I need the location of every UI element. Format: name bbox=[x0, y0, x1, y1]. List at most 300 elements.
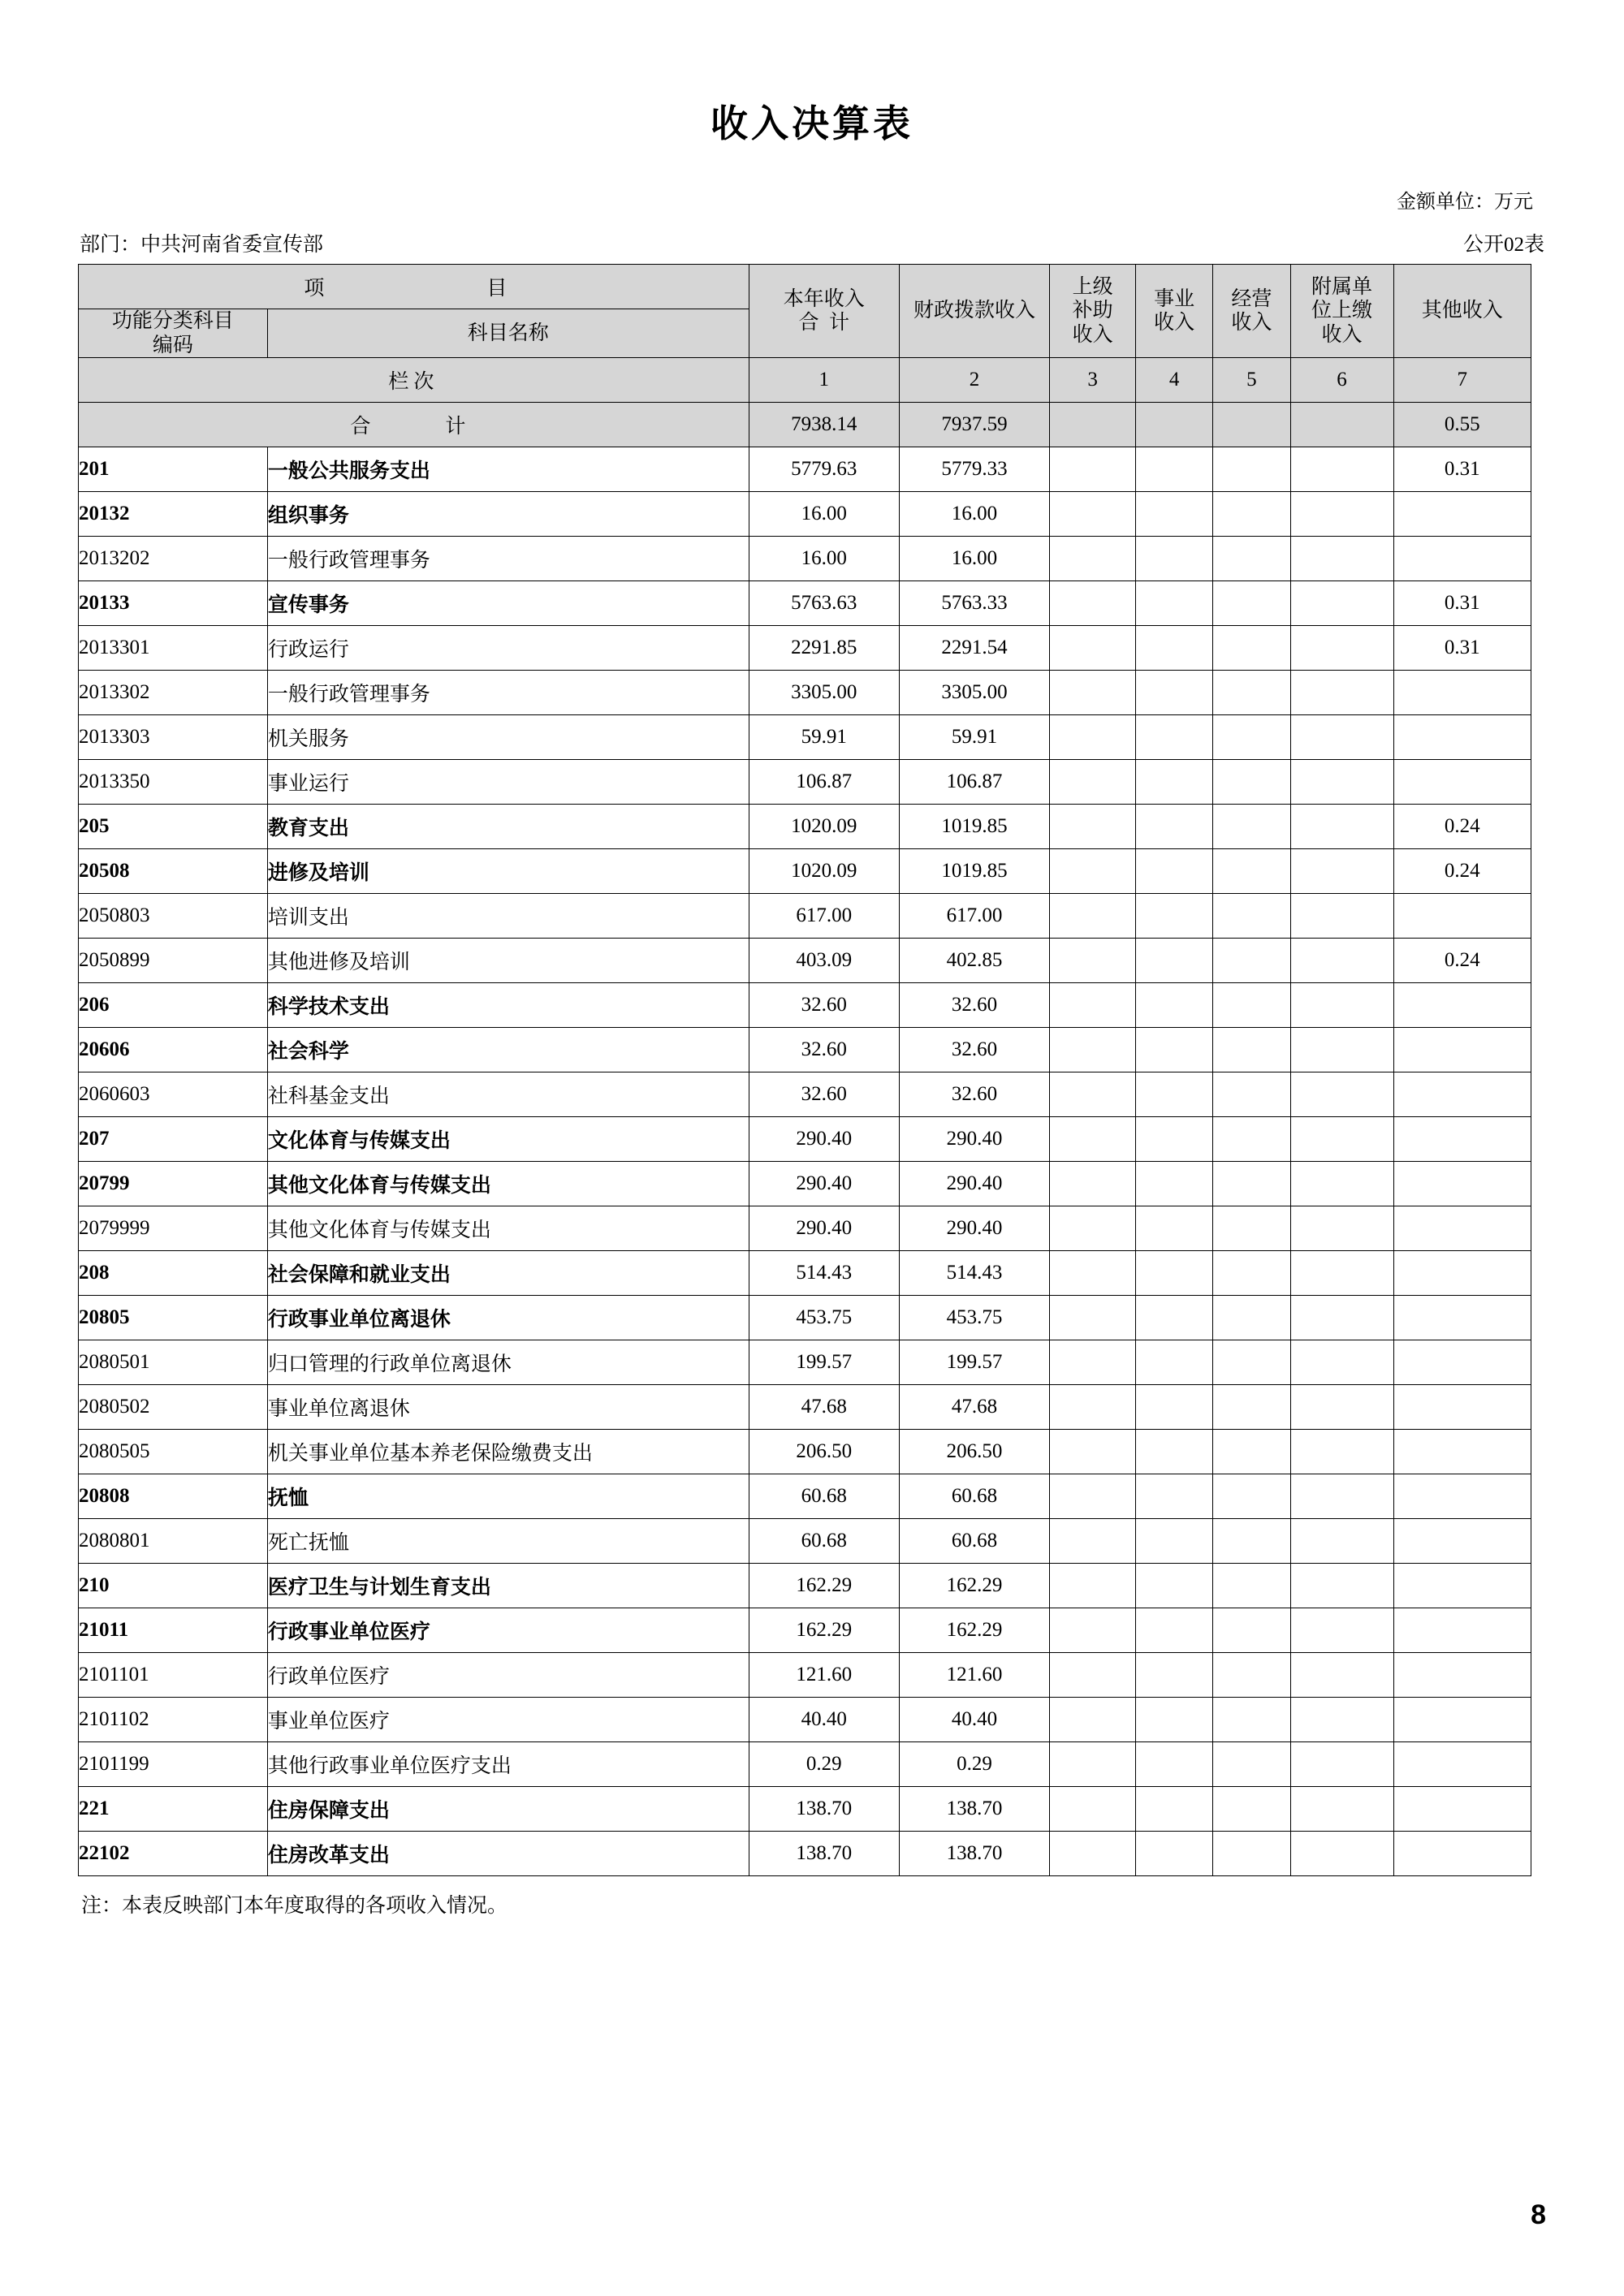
row-affiliate-income bbox=[1290, 537, 1393, 581]
row-fiscal-appropriation: 0.29 bbox=[899, 1742, 1049, 1787]
row-operating-income bbox=[1213, 581, 1290, 626]
row-other-income bbox=[1393, 1340, 1531, 1385]
row-subject-name: 其他行政事业单位医疗支出 bbox=[267, 1742, 749, 1787]
row-subject-name: 机关服务 bbox=[267, 715, 749, 760]
table-row bbox=[79, 1787, 1531, 1832]
row-other-income bbox=[1393, 760, 1531, 805]
row-operating-income bbox=[1213, 492, 1290, 537]
row-affiliate-income bbox=[1290, 849, 1393, 894]
row-fiscal-appropriation: 60.68 bbox=[899, 1474, 1049, 1519]
row-subject-name: 一般行政管理事务 bbox=[267, 537, 749, 581]
row-business-income bbox=[1136, 1787, 1213, 1832]
row-function-code: 20799 bbox=[79, 1162, 268, 1206]
row-superior-subsidy bbox=[1050, 1072, 1136, 1117]
row-subject-name: 一般行政管理事务 bbox=[267, 671, 749, 715]
row-total-income: 514.43 bbox=[749, 1251, 899, 1296]
row-affiliate-income bbox=[1290, 983, 1393, 1028]
row-operating-income bbox=[1213, 626, 1290, 671]
row-superior-subsidy bbox=[1050, 1251, 1136, 1296]
row-business-income bbox=[1136, 894, 1213, 939]
row-other-income bbox=[1393, 537, 1531, 581]
row-superior-subsidy bbox=[1050, 983, 1136, 1028]
table-header-row-group bbox=[79, 265, 1531, 309]
column-number-7: 7 bbox=[1393, 358, 1531, 403]
row-business-income bbox=[1136, 1251, 1213, 1296]
row-operating-income bbox=[1213, 1519, 1290, 1564]
row-operating-income bbox=[1213, 1162, 1290, 1206]
row-other-income bbox=[1393, 1117, 1531, 1162]
header-superior-subsidy: 上级 补助 收入 bbox=[1050, 265, 1136, 358]
row-total-income: 1020.09 bbox=[749, 805, 899, 849]
row-total-income: 403.09 bbox=[749, 939, 899, 983]
row-operating-income bbox=[1213, 1385, 1290, 1430]
row-fiscal-appropriation: 199.57 bbox=[899, 1340, 1049, 1385]
row-affiliate-income bbox=[1290, 1162, 1393, 1206]
row-fiscal-appropriation: 290.40 bbox=[899, 1206, 1049, 1251]
row-total-income: 121.60 bbox=[749, 1653, 899, 1698]
row-total-income: 60.68 bbox=[749, 1519, 899, 1564]
row-affiliate-income bbox=[1290, 671, 1393, 715]
row-fiscal-appropriation: 453.75 bbox=[899, 1296, 1049, 1340]
row-superior-subsidy bbox=[1050, 626, 1136, 671]
table-row bbox=[79, 805, 1531, 849]
column-number-3: 3 bbox=[1050, 358, 1136, 403]
row-operating-income bbox=[1213, 537, 1290, 581]
header-total-income: 本年收入 合 计 bbox=[749, 265, 899, 358]
table-row bbox=[79, 1430, 1531, 1474]
row-subject-name: 事业单位医疗 bbox=[267, 1698, 749, 1742]
row-fiscal-appropriation: 5763.33 bbox=[899, 581, 1049, 626]
total-row-business bbox=[1136, 403, 1213, 447]
row-superior-subsidy bbox=[1050, 1340, 1136, 1385]
row-total-income: 40.40 bbox=[749, 1698, 899, 1742]
row-function-code: 2080801 bbox=[79, 1519, 268, 1564]
row-affiliate-income bbox=[1290, 1206, 1393, 1251]
row-superior-subsidy bbox=[1050, 894, 1136, 939]
row-superior-subsidy bbox=[1050, 715, 1136, 760]
row-function-code: 2080501 bbox=[79, 1340, 268, 1385]
header-business-income: 事业 收入 bbox=[1136, 265, 1213, 358]
total-row-operating bbox=[1213, 403, 1290, 447]
row-business-income bbox=[1136, 1430, 1213, 1474]
header-affiliate-income: 附属单 位上缴 收入 bbox=[1290, 265, 1393, 358]
row-other-income bbox=[1393, 1474, 1531, 1519]
row-fiscal-appropriation: 402.85 bbox=[899, 939, 1049, 983]
row-other-income bbox=[1393, 1653, 1531, 1698]
row-fiscal-appropriation: 514.43 bbox=[899, 1251, 1049, 1296]
row-other-income bbox=[1393, 1162, 1531, 1206]
row-operating-income bbox=[1213, 805, 1290, 849]
row-affiliate-income bbox=[1290, 1251, 1393, 1296]
row-function-code: 20808 bbox=[79, 1474, 268, 1519]
row-business-income bbox=[1136, 1653, 1213, 1698]
row-superior-subsidy bbox=[1050, 671, 1136, 715]
document-meta-row bbox=[78, 228, 1546, 257]
row-function-code: 2013202 bbox=[79, 537, 268, 581]
table-row bbox=[79, 1162, 1531, 1206]
row-total-income: 199.57 bbox=[749, 1340, 899, 1385]
total-row-superior bbox=[1050, 403, 1136, 447]
row-superior-subsidy bbox=[1050, 1296, 1136, 1340]
row-function-code: 2101102 bbox=[79, 1698, 268, 1742]
column-row-label: 栏次 bbox=[79, 358, 749, 403]
row-function-code: 2079999 bbox=[79, 1206, 268, 1251]
row-subject-name: 文化体育与传媒支出 bbox=[267, 1117, 749, 1162]
row-other-income bbox=[1393, 1251, 1531, 1296]
row-subject-name: 事业单位离退休 bbox=[267, 1385, 749, 1430]
row-superior-subsidy bbox=[1050, 939, 1136, 983]
row-fiscal-appropriation: 3305.00 bbox=[899, 671, 1049, 715]
row-business-income bbox=[1136, 626, 1213, 671]
row-subject-name: 行政事业单位医疗 bbox=[267, 1608, 749, 1653]
row-subject-name: 社会科学 bbox=[267, 1028, 749, 1072]
column-number-2: 2 bbox=[899, 358, 1049, 403]
table-row bbox=[79, 1742, 1531, 1787]
amount-unit-label: 金额单位：万元 bbox=[1397, 192, 1533, 213]
row-fiscal-appropriation: 32.60 bbox=[899, 1072, 1049, 1117]
row-affiliate-income bbox=[1290, 1296, 1393, 1340]
table-row bbox=[79, 715, 1531, 760]
row-operating-income bbox=[1213, 1028, 1290, 1072]
row-other-income bbox=[1393, 1296, 1531, 1340]
row-operating-income bbox=[1213, 1072, 1290, 1117]
row-fiscal-appropriation: 290.40 bbox=[899, 1162, 1049, 1206]
row-total-income: 5779.63 bbox=[749, 447, 899, 492]
header-group-item: 项 目 bbox=[79, 265, 749, 309]
row-total-income: 617.00 bbox=[749, 894, 899, 939]
row-fiscal-appropriation: 40.40 bbox=[899, 1698, 1049, 1742]
row-superior-subsidy bbox=[1050, 1117, 1136, 1162]
row-superior-subsidy bbox=[1050, 1742, 1136, 1787]
row-business-income bbox=[1136, 1608, 1213, 1653]
row-operating-income bbox=[1213, 1564, 1290, 1608]
table-row bbox=[79, 537, 1531, 581]
row-total-income: 0.29 bbox=[749, 1742, 899, 1787]
column-number-4: 4 bbox=[1136, 358, 1213, 403]
row-subject-name: 其他进修及培训 bbox=[267, 939, 749, 983]
table-row bbox=[79, 1474, 1531, 1519]
row-subject-name: 进修及培训 bbox=[267, 849, 749, 894]
row-total-income: 1020.09 bbox=[749, 849, 899, 894]
row-business-income bbox=[1136, 581, 1213, 626]
row-superior-subsidy bbox=[1050, 849, 1136, 894]
row-other-income bbox=[1393, 1028, 1531, 1072]
row-function-code: 2013303 bbox=[79, 715, 268, 760]
row-fiscal-appropriation: 206.50 bbox=[899, 1430, 1049, 1474]
row-affiliate-income bbox=[1290, 492, 1393, 537]
row-superior-subsidy bbox=[1050, 492, 1136, 537]
row-fiscal-appropriation: 16.00 bbox=[899, 492, 1049, 537]
table-column-number-row bbox=[79, 358, 1531, 403]
row-function-code: 2080502 bbox=[79, 1385, 268, 1430]
department-label: 部门：中共河南省委宣传部 bbox=[80, 234, 324, 256]
row-total-income: 106.87 bbox=[749, 760, 899, 805]
row-function-code: 20508 bbox=[79, 849, 268, 894]
row-operating-income bbox=[1213, 1787, 1290, 1832]
row-affiliate-income bbox=[1290, 1742, 1393, 1787]
row-fiscal-appropriation: 32.60 bbox=[899, 1028, 1049, 1072]
row-business-income bbox=[1136, 447, 1213, 492]
row-affiliate-income bbox=[1290, 1430, 1393, 1474]
row-function-code: 2013302 bbox=[79, 671, 268, 715]
table-row bbox=[79, 1653, 1531, 1698]
row-business-income bbox=[1136, 1832, 1213, 1876]
row-operating-income bbox=[1213, 1832, 1290, 1876]
row-subject-name: 行政单位医疗 bbox=[267, 1653, 749, 1698]
row-other-income bbox=[1393, 1787, 1531, 1832]
row-subject-name: 科学技术支出 bbox=[267, 983, 749, 1028]
row-subject-name: 医疗卫生与计划生育支出 bbox=[267, 1564, 749, 1608]
row-function-code: 2050899 bbox=[79, 939, 268, 983]
row-other-income: 0.24 bbox=[1393, 849, 1531, 894]
row-total-income: 138.70 bbox=[749, 1787, 899, 1832]
row-business-income bbox=[1136, 1564, 1213, 1608]
row-function-code: 207 bbox=[79, 1117, 268, 1162]
row-operating-income bbox=[1213, 760, 1290, 805]
row-business-income bbox=[1136, 760, 1213, 805]
row-function-code: 20805 bbox=[79, 1296, 268, 1340]
row-affiliate-income bbox=[1290, 1653, 1393, 1698]
row-other-income bbox=[1393, 1430, 1531, 1474]
row-total-income: 162.29 bbox=[749, 1564, 899, 1608]
row-other-income bbox=[1393, 1832, 1531, 1876]
column-number-5: 5 bbox=[1213, 358, 1290, 403]
row-business-income bbox=[1136, 1162, 1213, 1206]
row-fiscal-appropriation: 1019.85 bbox=[899, 805, 1049, 849]
row-total-income: 290.40 bbox=[749, 1206, 899, 1251]
table-total-row bbox=[79, 403, 1531, 447]
row-other-income: 0.24 bbox=[1393, 939, 1531, 983]
row-subject-name: 社会保障和就业支出 bbox=[267, 1251, 749, 1296]
table-row bbox=[79, 1296, 1531, 1340]
row-subject-name: 住房保障支出 bbox=[267, 1787, 749, 1832]
row-business-income bbox=[1136, 537, 1213, 581]
row-business-income bbox=[1136, 1698, 1213, 1742]
row-subject-name: 机关事业单位基本养老保险缴费支出 bbox=[267, 1430, 749, 1474]
row-function-code: 20133 bbox=[79, 581, 268, 626]
row-business-income bbox=[1136, 805, 1213, 849]
row-subject-name: 死亡抚恤 bbox=[267, 1519, 749, 1564]
row-total-income: 5763.63 bbox=[749, 581, 899, 626]
row-operating-income bbox=[1213, 1117, 1290, 1162]
row-operating-income bbox=[1213, 849, 1290, 894]
row-total-income: 162.29 bbox=[749, 1608, 899, 1653]
row-operating-income bbox=[1213, 1653, 1290, 1698]
row-superior-subsidy bbox=[1050, 760, 1136, 805]
total-row-affiliate bbox=[1290, 403, 1393, 447]
row-total-income: 47.68 bbox=[749, 1385, 899, 1430]
row-function-code: 20132 bbox=[79, 492, 268, 537]
row-function-code: 201 bbox=[79, 447, 268, 492]
row-other-income bbox=[1393, 894, 1531, 939]
row-affiliate-income bbox=[1290, 805, 1393, 849]
row-subject-name: 抚恤 bbox=[267, 1474, 749, 1519]
row-affiliate-income bbox=[1290, 1832, 1393, 1876]
row-affiliate-income bbox=[1290, 760, 1393, 805]
row-operating-income bbox=[1213, 447, 1290, 492]
row-other-income bbox=[1393, 983, 1531, 1028]
row-operating-income bbox=[1213, 1296, 1290, 1340]
row-other-income: 0.24 bbox=[1393, 805, 1531, 849]
table-row bbox=[79, 1117, 1531, 1162]
header-subject-name: 科目名称 bbox=[267, 309, 749, 358]
row-function-code: 2101199 bbox=[79, 1742, 268, 1787]
row-fiscal-appropriation: 617.00 bbox=[899, 894, 1049, 939]
table-row bbox=[79, 1519, 1531, 1564]
row-other-income bbox=[1393, 492, 1531, 537]
row-fiscal-appropriation: 2291.54 bbox=[899, 626, 1049, 671]
row-total-income: 290.40 bbox=[749, 1162, 899, 1206]
row-fiscal-appropriation: 1019.85 bbox=[899, 849, 1049, 894]
total-row-other: 0.55 bbox=[1393, 403, 1531, 447]
row-affiliate-income bbox=[1290, 894, 1393, 939]
row-operating-income bbox=[1213, 939, 1290, 983]
row-subject-name: 其他文化体育与传媒支出 bbox=[267, 1206, 749, 1251]
row-business-income bbox=[1136, 715, 1213, 760]
row-function-code: 2080505 bbox=[79, 1430, 268, 1474]
row-operating-income bbox=[1213, 1340, 1290, 1385]
row-function-code: 2060603 bbox=[79, 1072, 268, 1117]
row-fiscal-appropriation: 121.60 bbox=[899, 1653, 1049, 1698]
row-affiliate-income bbox=[1290, 715, 1393, 760]
row-operating-income bbox=[1213, 1251, 1290, 1296]
row-superior-subsidy bbox=[1050, 1474, 1136, 1519]
table-row bbox=[79, 1564, 1531, 1608]
row-fiscal-appropriation: 138.70 bbox=[899, 1832, 1049, 1876]
header-function-code: 功能分类科目 编码 bbox=[79, 309, 268, 358]
row-affiliate-income bbox=[1290, 1564, 1393, 1608]
row-affiliate-income bbox=[1290, 1698, 1393, 1742]
table-row bbox=[79, 1832, 1531, 1876]
row-affiliate-income bbox=[1290, 1385, 1393, 1430]
row-fiscal-appropriation: 47.68 bbox=[899, 1385, 1049, 1430]
row-operating-income bbox=[1213, 1742, 1290, 1787]
row-superior-subsidy bbox=[1050, 1832, 1136, 1876]
row-function-code: 221 bbox=[79, 1787, 268, 1832]
row-subject-name: 行政事业单位离退休 bbox=[267, 1296, 749, 1340]
row-other-income: 0.31 bbox=[1393, 447, 1531, 492]
column-number-1: 1 bbox=[749, 358, 899, 403]
income-final-accounts-table bbox=[78, 264, 1531, 1876]
row-operating-income bbox=[1213, 671, 1290, 715]
row-operating-income bbox=[1213, 894, 1290, 939]
row-subject-name: 一般公共服务支出 bbox=[267, 447, 749, 492]
table-row bbox=[79, 1608, 1531, 1653]
row-operating-income bbox=[1213, 1608, 1290, 1653]
page-title: 收入决算表 bbox=[710, 102, 914, 145]
row-fiscal-appropriation: 138.70 bbox=[899, 1787, 1049, 1832]
row-superior-subsidy bbox=[1050, 805, 1136, 849]
row-superior-subsidy bbox=[1050, 1385, 1136, 1430]
row-fiscal-appropriation: 5779.33 bbox=[899, 447, 1049, 492]
table-row bbox=[79, 1698, 1531, 1742]
row-function-code: 21011 bbox=[79, 1608, 268, 1653]
table-row bbox=[79, 1028, 1531, 1072]
row-total-income: 32.60 bbox=[749, 983, 899, 1028]
row-operating-income bbox=[1213, 1430, 1290, 1474]
row-total-income: 32.60 bbox=[749, 1028, 899, 1072]
row-business-income bbox=[1136, 671, 1213, 715]
row-superior-subsidy bbox=[1050, 1519, 1136, 1564]
row-business-income bbox=[1136, 1340, 1213, 1385]
row-total-income: 16.00 bbox=[749, 537, 899, 581]
header-other-income: 其他收入 bbox=[1393, 265, 1531, 358]
row-operating-income bbox=[1213, 715, 1290, 760]
row-other-income bbox=[1393, 671, 1531, 715]
table-row bbox=[79, 671, 1531, 715]
row-other-income bbox=[1393, 1564, 1531, 1608]
row-subject-name: 其他文化体育与传媒支出 bbox=[267, 1162, 749, 1206]
row-affiliate-income bbox=[1290, 447, 1393, 492]
row-superior-subsidy bbox=[1050, 1162, 1136, 1206]
table-row bbox=[79, 1072, 1531, 1117]
row-fiscal-appropriation: 162.29 bbox=[899, 1608, 1049, 1653]
row-operating-income bbox=[1213, 983, 1290, 1028]
row-function-code: 205 bbox=[79, 805, 268, 849]
row-affiliate-income bbox=[1290, 626, 1393, 671]
row-function-code: 206 bbox=[79, 983, 268, 1028]
row-other-income bbox=[1393, 1698, 1531, 1742]
table-row bbox=[79, 492, 1531, 537]
table-row bbox=[79, 1340, 1531, 1385]
row-business-income bbox=[1136, 1206, 1213, 1251]
row-affiliate-income bbox=[1290, 1340, 1393, 1385]
table-note: 注：本表反映部门本年度取得的各项收入情况。 bbox=[81, 1895, 508, 1917]
row-superior-subsidy bbox=[1050, 537, 1136, 581]
row-other-income bbox=[1393, 1519, 1531, 1564]
table-row bbox=[79, 1385, 1531, 1430]
row-total-income: 453.75 bbox=[749, 1296, 899, 1340]
row-other-income bbox=[1393, 1206, 1531, 1251]
header-operating-income: 经营 收入 bbox=[1213, 265, 1290, 358]
row-fiscal-appropriation: 16.00 bbox=[899, 537, 1049, 581]
table-row bbox=[79, 447, 1531, 492]
table-row bbox=[79, 760, 1531, 805]
row-superior-subsidy bbox=[1050, 1430, 1136, 1474]
row-other-income bbox=[1393, 1385, 1531, 1430]
row-superior-subsidy bbox=[1050, 1787, 1136, 1832]
row-superior-subsidy bbox=[1050, 447, 1136, 492]
row-fiscal-appropriation: 162.29 bbox=[899, 1564, 1049, 1608]
row-total-income: 290.40 bbox=[749, 1117, 899, 1162]
table-row bbox=[79, 939, 1531, 983]
row-operating-income bbox=[1213, 1206, 1290, 1251]
header-fiscal-appropriation: 财政拨款收入 bbox=[899, 265, 1049, 358]
row-total-income: 32.60 bbox=[749, 1072, 899, 1117]
row-business-income bbox=[1136, 1742, 1213, 1787]
row-other-income bbox=[1393, 1072, 1531, 1117]
row-affiliate-income bbox=[1290, 1608, 1393, 1653]
table-row bbox=[79, 849, 1531, 894]
row-total-income: 3305.00 bbox=[749, 671, 899, 715]
row-affiliate-income bbox=[1290, 1474, 1393, 1519]
row-function-code: 20606 bbox=[79, 1028, 268, 1072]
row-function-code: 2013301 bbox=[79, 626, 268, 671]
row-function-code: 2013350 bbox=[79, 760, 268, 805]
page-number: 8 bbox=[1531, 2199, 1546, 2230]
row-subject-name: 社科基金支出 bbox=[267, 1072, 749, 1117]
row-total-income: 59.91 bbox=[749, 715, 899, 760]
row-business-income bbox=[1136, 983, 1213, 1028]
row-superior-subsidy bbox=[1050, 1698, 1136, 1742]
table-body bbox=[79, 403, 1531, 1876]
table-row bbox=[79, 983, 1531, 1028]
row-business-income bbox=[1136, 1117, 1213, 1162]
row-fiscal-appropriation: 32.60 bbox=[899, 983, 1049, 1028]
row-business-income bbox=[1136, 849, 1213, 894]
row-subject-name: 行政运行 bbox=[267, 626, 749, 671]
row-affiliate-income bbox=[1290, 1787, 1393, 1832]
